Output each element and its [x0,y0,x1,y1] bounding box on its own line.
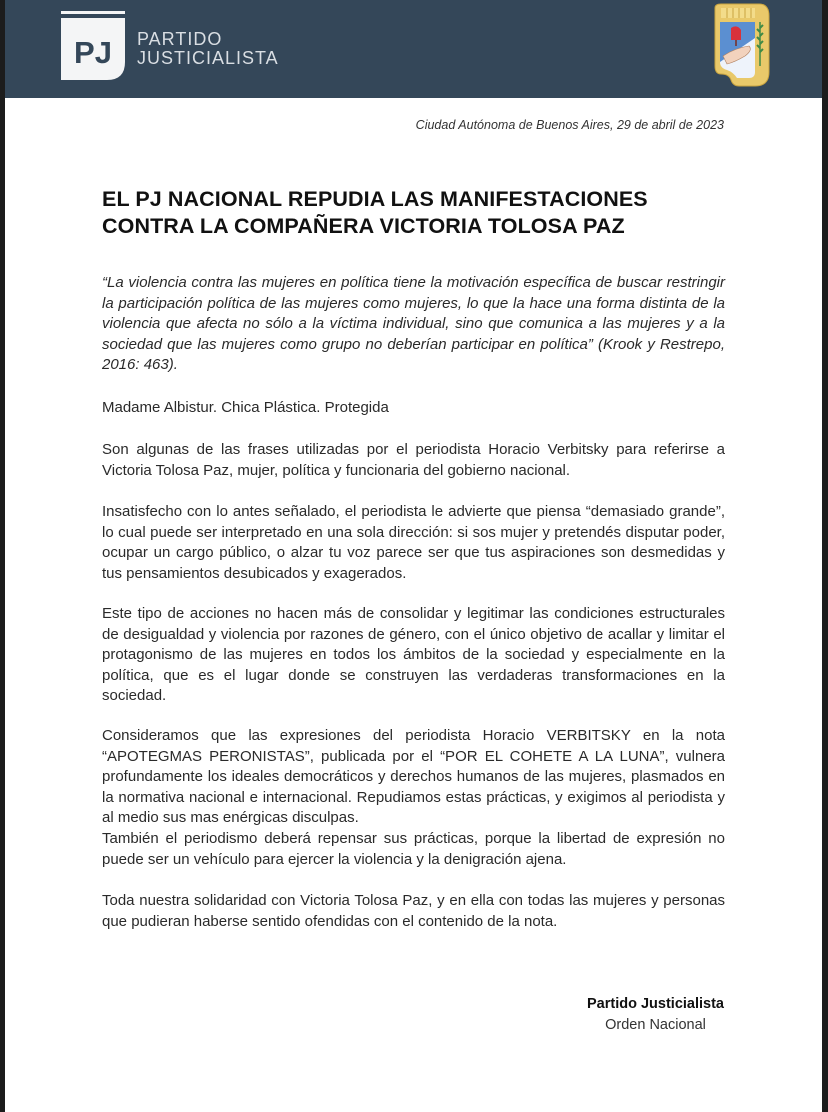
letterhead [5,0,822,98]
paragraph: Este tipo de acciones no hacen más de consolidar y legitimar las condiciones estructurales de desigualdad y violencia por razones de género, con el único objetivo de acallar y limitar el protagonismo de las mujeres en todos los ámbitos de la sociedad y especialmente en la política, que es el lugar donde se construyen las verdaderas transformaciones en la sociedad. [102,605,725,705]
title-line-1: EL PJ NACIONAL REPUDIA LAS MANIFESTACIONES [102,187,648,211]
title-line-2: CONTRA LA COMPAÑERA VICTORIA TOLOSA PAZ [102,214,625,238]
signature-block [587,994,724,1036]
document-title [102,186,742,240]
pj-logo-icon [59,10,129,82]
paragraph: Son algunas de las frases utilizadas por el periodista Horacio Verbitsky para referirse a Victoria Tolosa Paz, mujer, política y funcionaria del gobierno nacional. [102,441,725,479]
epigraph-quote: “La violencia contra las mujeres en política tiene la motivación específica de buscar restringir la participación política de las mujeres como mujeres, lo que la hace una forma distinta de la violencia que afecta no sólo a la víctima individual, sino que comunica a las mujeres y a la sociedad que las mujeres como grupo no deberían participar en política” (Krook y Restrepo, 2016: 463). [102,274,725,374]
logo-line-2: JUSTICIALISTA [137,48,279,68]
paragraph: Toda nuestra solidaridad con Victoria Tolosa Paz, y en ella con todas las mujeres y personas que pudieran haberse sentido ofendidas con el contenido de la nota. [102,892,725,930]
paragraph-part: Consideramos que las expresiones del periodista Horacio VERBITSKY en la nota “APOTEGMAS PERONISTAS”, publicada por el “POR EL COHETE A LA LUNA”, vulnera profundamente los ideales democráticos y derechos humanos de las mujeres, plasmados en la normativa nacional e internacional. Repudiamos estas prácticas, y exigimos al periodista y al medio sus mas enérgicas disculpas. [102,727,725,827]
logo-line-1: PARTIDO [137,29,223,49]
logo-wordmark [137,30,279,68]
document-page [5,0,822,1112]
paragraph: Madame Albistur. Chica Plástica. Protegida [102,399,389,416]
dateline: Ciudad Autónoma de Buenos Aires, 29 de abril de 2023 [415,118,724,132]
paragraph: Insatisfecho con lo antes señalado, el periodista le advierte que piensa “demasiado grande”, lo cual puede ser interpretado en una sola dirección: si sos mujer y pretendés disputar poder, ocupar un cargo público, o alzar tu voz parece ser que tus aspiraciones son desmedidas y tus pensamientos desubicados y exagerados. [102,503,725,582]
signature-organization: Partido Justicialista [587,996,724,1012]
signature-subtitle: Orden Nacional [605,1017,706,1033]
paragraph [102,726,725,870]
logo-initials: PJ [74,35,112,70]
paragraph-part: También el periodismo deberá repensar sus prácticas, porque la libertad de expresión no puede ser un vehículo para ejercer la violencia y la denigración ajena. [102,829,725,868]
pj-escudo-icon [709,2,773,90]
